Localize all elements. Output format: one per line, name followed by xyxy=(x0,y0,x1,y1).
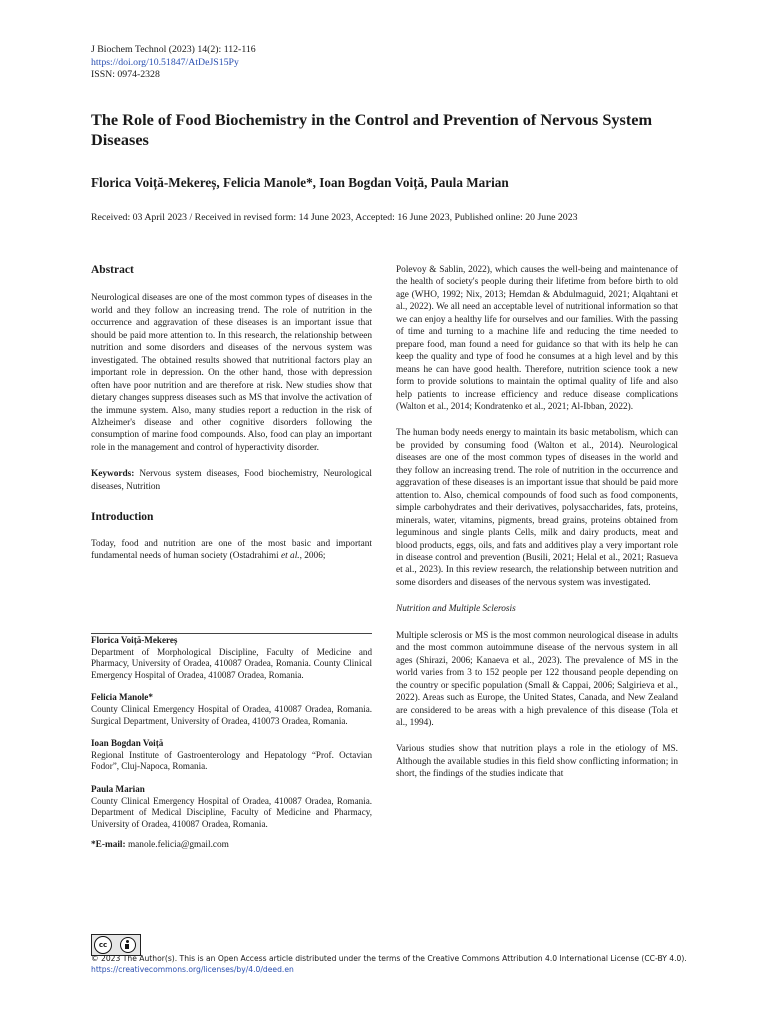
journal-header xyxy=(91,44,256,82)
keywords xyxy=(91,468,372,493)
paper-title: The Role of Food Biochemistry in the Control and Prevention of Nervous System Diseases xyxy=(91,110,653,149)
affiliations xyxy=(91,635,372,852)
affiliation-lines: County Clinical Emergency Hospital of Oradea, 410087 Oradea, Romania. Department of Medical Discipline, Faculty of Medicine and Pharmacy, University of Oradea, 410087 Oradea, Romania. xyxy=(91,795,372,829)
intro-text-start: Today, food and nutrition are one of the most basic and important fundamental needs of human society (Ostadrahimi xyxy=(91,538,372,562)
attribution-person-icon xyxy=(120,937,136,953)
intro-text-end: , 2006; xyxy=(299,551,326,562)
right-column xyxy=(396,264,678,781)
affiliation-lines: County Clinical Emergency Hospital of Oradea, 410087 Oradea, Romania. Surgical Department, University of Oradea, 410073 Oradea, Romania. xyxy=(91,703,372,726)
license-link[interactable]: https://creativecommons.org/licenses/by/4.0/deed.en xyxy=(91,964,294,974)
affiliation-author-name: Florica Voiță-Mekereș xyxy=(91,635,178,645)
affiliation-author-name: Paula Marian xyxy=(91,783,145,794)
affiliation-author-name: Ioan Bogdan Voiță xyxy=(91,738,164,749)
license-text: © 2023 The Author(s). This is an Open Access article distributed under the terms of the Creative Commons Attribution 4.0 International License (CC-BY 4.0). xyxy=(91,954,687,963)
body-paragraph: Various studies show that nutrition plays a role in the etiology of MS. Although the available studies in this field show conflicting information; in short, the findings of the studies indicate that xyxy=(396,744,678,780)
keywords-label: Keywords: xyxy=(91,469,135,480)
email-address[interactable]: manole.felicia@gmail.com xyxy=(127,840,229,851)
author-list: Florica Voiță-Mekereș, Felicia Manole*, Ioan Bogdan Voiță, Paula Marian xyxy=(91,175,509,190)
email-label: *E-mail: xyxy=(91,840,126,851)
affiliations-divider xyxy=(91,633,372,634)
affiliation-lines: Department of Morphological Discipline, Faculty of Medicine and Pharmacy, University of Oradea, 410087 Oradea, Romania. County Clinical Emergency Hospital of Oradea, 410087 Oradea, Romania. xyxy=(91,646,372,680)
doi-link[interactable]: https://doi.org/10.51847/AtDeJS15Py xyxy=(91,56,239,68)
abstract-heading: Abstract xyxy=(91,264,134,276)
affiliation-lines: Regional Institute of Gastroenterology and Hepatology “Prof. Octavian Fodor”, Cluj-Napoca, Romania. xyxy=(91,749,372,772)
introduction-heading: Introduction xyxy=(91,511,154,524)
keywords-text: Nervous system diseases, Food biochemistry, Neurological diseases, Nutrition xyxy=(91,469,372,492)
body-paragraph: The human body needs energy to maintain its basic metabolism, which can be provided by consuming food (Walton et al., 2014). Neurological diseases are one of the most common types of diseases in the world and they follow an increasing trend. The role of nutrition in the occurrence and aggravation of these diseases is an important issue that should be paid more attention to. Also, chemical compounds of food such as food components, simple carbohydrates and their derivatives, polysaccharides, fats, proteins, minerals, water, vitamins, pigments, bread grains, proteins obtained from leguminous and single plants Cells, milk and dairy products, meat and blood products, eggs, oils, and fats and additives play a very important role in disease control and prevention (Busili, 2021; Helal et al., 2021; Rasueva et al., 2023). In this review research, the relationship between nutrition and some disorders and diseases of the nervous system was investigated. xyxy=(396,428,678,588)
issn: ISSN: 0974-2328 xyxy=(91,69,160,80)
cc-logo-icon: cc xyxy=(94,936,112,954)
journal-citation: J Biochem Technol (2023) 14(2): 112-116 xyxy=(91,44,256,55)
affiliation-block xyxy=(91,784,372,830)
abstract-section xyxy=(91,264,372,563)
intro-et-al: et al. xyxy=(281,551,300,562)
affiliation-block xyxy=(91,635,372,681)
affiliation-block xyxy=(91,738,372,773)
corresponding-email xyxy=(91,840,372,852)
license-footer xyxy=(91,954,691,975)
affiliation-author-name: Felicia Manole* xyxy=(91,692,153,703)
introduction-text xyxy=(91,538,372,563)
affiliation-block xyxy=(91,692,372,727)
abstract-text: Neurological diseases are one of the most common types of diseases in the world and they follow an increasing trend. The role of nutrition in the occurrence and aggravation of these diseases is an important issue that should be paid more attention to. In this research, the relationship between nutrition and some disorders and diseases of the nervous system was investigated. The obtained results showed that nutritional factors play an important role in depression. On the other hand, those with depression often have poor nutrition and are therefore at risk. New studies show that dietary changes suppress diseases such as MS that involve the activation of the immune system. Also, many studies report a reduction in the risk of Alzheimer's disease and other cognitive disorders following the consumption of marine food compounds. Also, food can play an important role in the management and control of hyperactivity disorder. xyxy=(91,293,372,453)
cc-by-license-icon[interactable] xyxy=(91,934,141,956)
section-subheading: Nutrition and Multiple Sclerosis xyxy=(396,604,516,615)
publication-dates: Received: 03 April 2023 / Received in revised form: 14 June 2023, Accepted: 16 June 2023, Published online: 20 June 2023 xyxy=(91,212,578,223)
body-paragraph: Multiple sclerosis or MS is the most common neurological disease in adults and the most common autoimmune disease of the nervous system in all ages (Shirazi, 2006; Kanaeva et al., 2023). The prevalence of MS in the world varies from 3 to 152 people per 122 thousand people depending on the country or specific population (Small & Cappai, 2006; Salgirieva et al., 2022). Areas such as Europe, the United States, Canada, and New Zealand are considered to be areas with a high prevalence of this disease (Tola et al., 1994). xyxy=(396,630,678,728)
body-paragraph: Polevoy & Sablin, 2022), which causes the well-being and maintenance of the health of society's people during their lifetime from before birth to old age (WHO, 1992; Nix, 2013; Hemdan & Abdulmaguid, 2021; Alqahtani et al., 2022). We all need an acceptable level of nutritional information so that we can enjoy a healthy life for ourselves and our families. With the passing of time and turning to a machine life and reducing the time needed to prepare food, man found a need for guidance so that with its help he can keep the quality and type of food he consumes at a high level and by this means he can have good health. Therefore, nutrition science took a new form to provide solutions to maintain the optimal quality of life and also help patients to increase efficiency and reduce disease complications (Walton et al., 2014; Kondratenko et al., 2021; Al-Ibban, 2022). xyxy=(396,265,678,412)
